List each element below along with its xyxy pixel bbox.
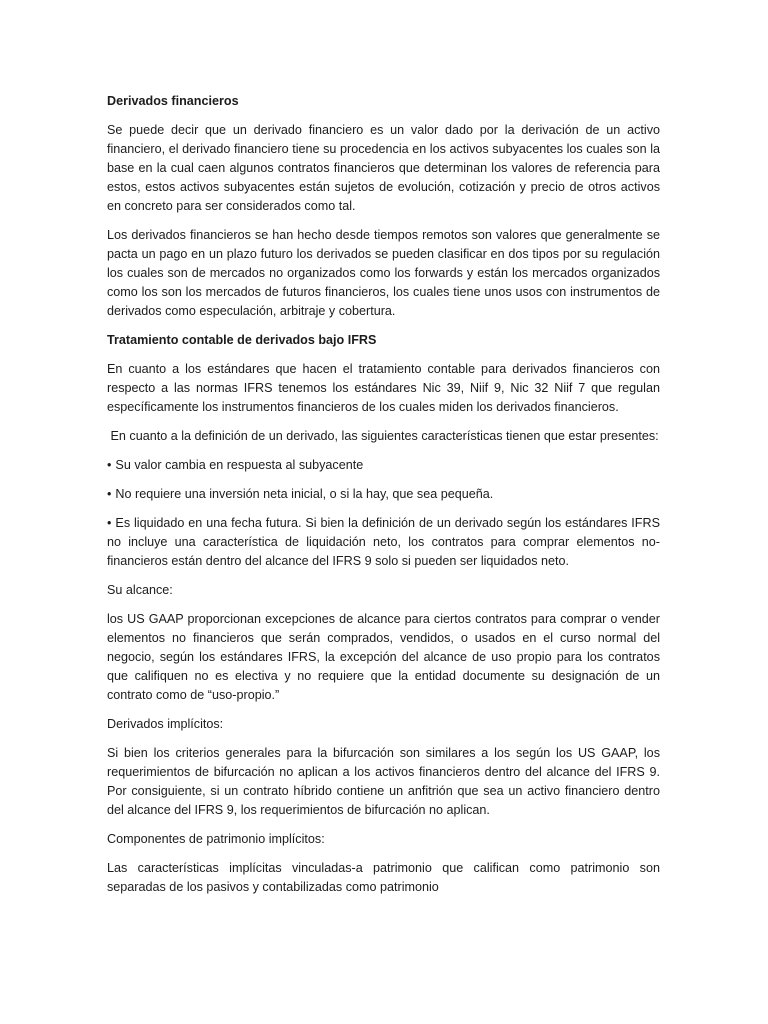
paragraph-history: Los derivados financieros se han hecho desde tiempos remotos son valores que generalmente se pacta un pago en un plazo futuro los derivados se pueden clasificar en dos tipos por su regulación los cuales son de mercados no organizados como los forwards y están los mercados organizados como los son los mercados de futuros financieros, los cuales tiene unos usos con instrumentos de derivados como especulación, arbitraje y cobertura. bbox=[107, 228, 660, 318]
bullet-item-1 bbox=[107, 456, 660, 475]
document-title: Derivados financieros bbox=[107, 94, 239, 108]
paragraph-scope: los US GAAP proporcionan excepciones de alcance para ciertos contratos para comprar o vender elementos no financieros que serán comprados, vendidos, o usados en el curso normal del negocio, según los estándares IFRS, la excepción del alcance de uso propio para los contratos que califiquen no es electiva y no requiere que la entidad documente su designación de un contrato como de “uso-propio.” bbox=[107, 612, 660, 702]
paragraph-characteristics-intro: En cuanto a la definición de un derivado, las siguientes características tienen que estar presentes: bbox=[107, 429, 659, 443]
heading-embedded-derivatives: Derivados implícitos: bbox=[107, 717, 224, 731]
paragraph-equity: Las características implícitas vinculadas-a patrimonio que califican como patrimonio son separadas de los pasivos y contabilizadas como patrimonio bbox=[107, 861, 660, 894]
heading-ifrs-treatment: Tratamiento contable de derivados bajo IFRS bbox=[107, 333, 377, 347]
paragraph-definition: Se puede decir que un derivado financiero es un valor dado por la derivación de un activo financiero, el derivado financiero tiene su procedencia en los activos subyacentes los cuales son la base en la cual caen algunos contratos financieros que determinan los valores de referencia para estos, estos activos subyacentes están sujetos de evolución, cotización y precio de otros activos en concreto para ser considerados como tal. bbox=[107, 123, 660, 213]
bullet-item-2 bbox=[107, 485, 660, 504]
heading-equity-components: Componentes de patrimonio implícitos: bbox=[107, 832, 325, 846]
document-page bbox=[107, 92, 660, 907]
bullet-text: Su valor cambia en respuesta al subyacente bbox=[115, 458, 364, 472]
bullet-text: No requiere una inversión neta inicial, o si la hay, que sea pequeña. bbox=[115, 487, 494, 501]
heading-scope: Su alcance: bbox=[107, 583, 173, 597]
paragraph-standards: En cuanto a los estándares que hacen el tratamiento contable para derivados financieros con respecto a las normas IFRS tenemos los estándares Nic 39, Niif 9, Nic 32 Niif 7 que regulan específicamente los instrumentos financieros de los cuales miden los derivados financieros. bbox=[107, 362, 660, 414]
bullet-item-3 bbox=[107, 514, 660, 571]
bullet-text: Es liquidado en una fecha futura. Si bien la definición de un derivado según los estándares IFRS no incluye una característica de liquidación neto, los contratos para comprar elementos no-financieros están dentro del alcance del IFRS 9 solo si pueden ser liquidados neto. bbox=[107, 516, 660, 568]
bullet-mark: • bbox=[107, 516, 112, 530]
paragraph-bifurcation: Si bien los criterios generales para la bifurcación son similares a los según los US GAAP, los requerimientos de bifurcación no aplican a los activos financieros dentro del alcance del IFRS 9. Por consiguiente, si un contrato híbrido contiene un anfitrión que sea un activo financiero dentro del alcance del IFRS 9, los requerimientos de bifurcación no aplican. bbox=[107, 746, 660, 817]
bullet-mark: • bbox=[107, 458, 112, 472]
bullet-mark: • bbox=[107, 487, 112, 501]
